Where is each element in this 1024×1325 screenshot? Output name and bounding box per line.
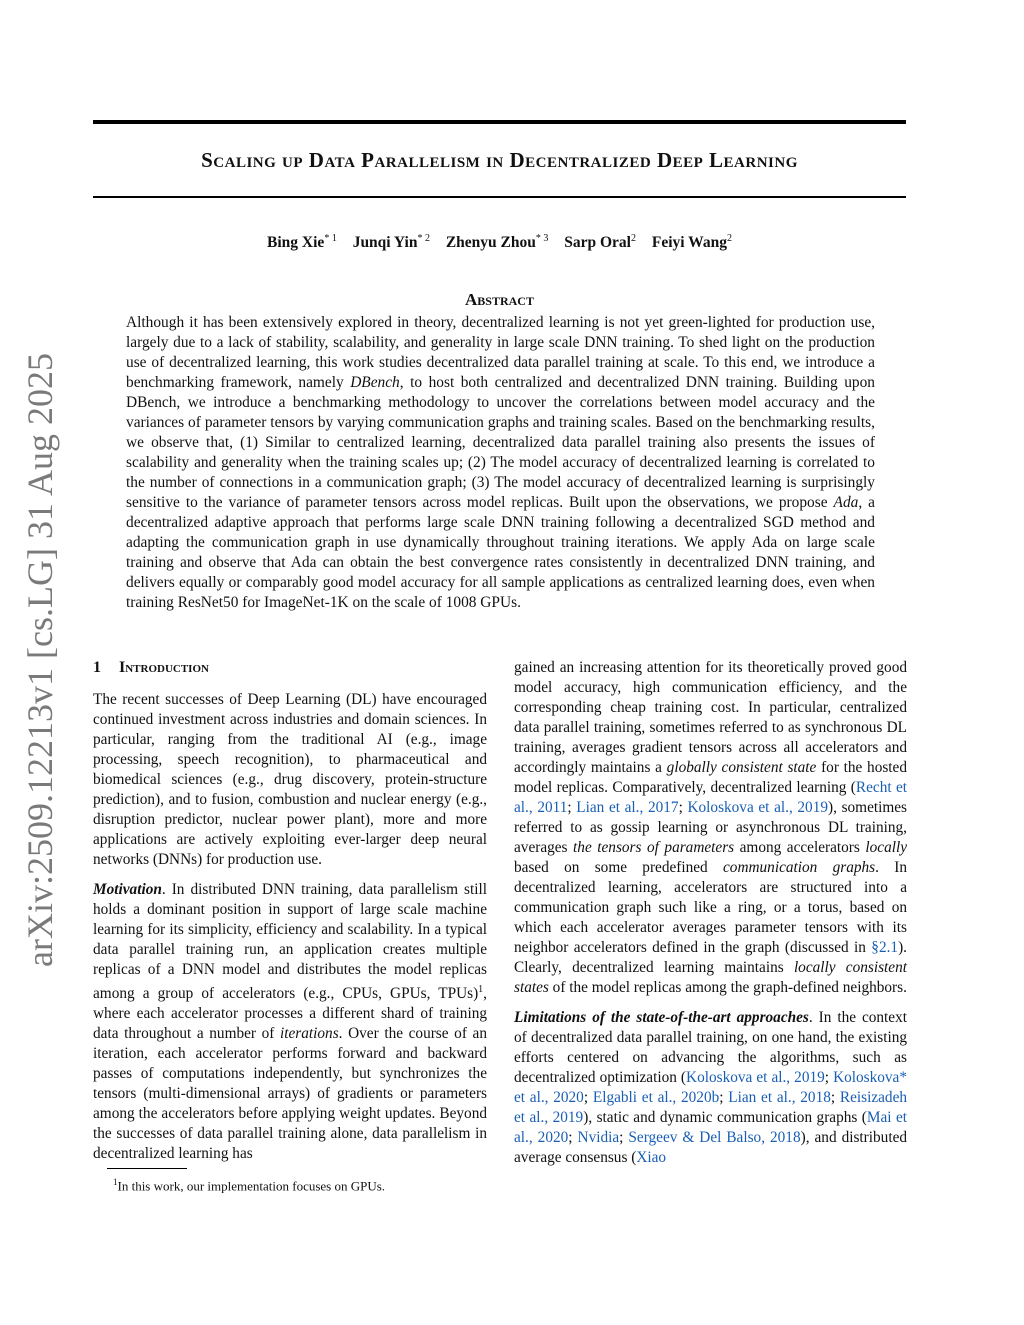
paper-title: Scaling up Data Parallelism in Decentralized Deep Learning — [201, 148, 798, 172]
intro-paragraph-1: The recent successes of Deep Learning (DL) have encouraged continued investment across industries and domain sciences. In particular, ranging from the traditional AI (e.g., image processing, speech recognition), to pharmaceutical and biomedical sciences (e.g., drug discovery, protein-structure prediction), and to fusion, combustion and nuclear energy (e.g., disruption predictor, nuclear power plant), more and more applications are actively exploiting ever-larger deep neural networks (DNNs) for production use. — [93, 691, 487, 868]
citation-link[interactable]: Koloskova et al., 2019 — [686, 1069, 825, 1086]
arxiv-id: arXiv:2509.12213v1 [cs.LG] 31 Aug 2025 — [20, 353, 60, 967]
citation-link[interactable]: Sergeev & Del Balso, 2018 — [628, 1129, 801, 1146]
author: Bing Xie$^{* 1}$ — [267, 233, 337, 252]
right-column — [514, 658, 907, 1178]
citation-link[interactable]: Mai et al., 2020 — [514, 1109, 907, 1146]
author: Junqi Yin$^{* 2}$ — [352, 233, 430, 252]
author: Sarp Oral$^2$ — [564, 233, 636, 252]
abstract-body: Although it has been extensively explored in theory, decentralized learning is not yet green-lighted for production use, largely due to a lack of stability, scalability, and generality in large scale DNN training. To shed light on the production use of decentralized learning, this work studies decentralized data parallel training at scale. To this end, we introduce a benchmarking framework, namely DBench, to host both centralized and decentralized DNN training. Building upon DBench, we introduce a benchmarking methodology to uncover the correlations between model accuracy and the variances of parameter tensors by varying communication graphs and training scales. Based on the benchmarking results, we observe that, (1) Similar to centralized learning, decentralized data parallel training also presents the issues of scalability and generality when the training scales up; (2) The model accuracy of decentralized learning is correlated to the number of connections in a communication graph; (3) The model accuracy of decentralized learning is surprisingly sensitive to the variance of parameter tensors across model replicas. Built upon the observations, we propose Ada, a decentralized adaptive approach that performs large scale DNN training following a decentralized SGD method and adapting the communication graph in use dynamically throughout training iterations. We apply Ada on large scale training and observe that Ada can obtain the best convergence rates consistently in decentralized DNN training, and delivers equally or comparably good model accuracy for all sample applications as centralized learning does, even when training ResNet50 for ImageNet-1K on the scale of 1008 GPUs. — [126, 314, 875, 611]
footnote-rule — [107, 1168, 187, 1169]
left-column — [93, 656, 487, 1174]
author: Zhenyu Zhou$^{* 3}$ — [445, 233, 549, 252]
citation-link[interactable]: Nvidia — [577, 1129, 620, 1146]
citation-link[interactable]: Elgabli et al., 2020b — [592, 1089, 720, 1106]
title-rule-bottom — [93, 196, 906, 198]
footnote-mark[interactable]: 1 — [478, 984, 484, 995]
abstract-heading: Abstract — [465, 290, 534, 309]
motivation-paragraph: Motivation. In distributed DNN training, data parallelism still holds a dominant position in support of large scale machine learning for its simplicity, efficiency and scalability. In a typical data parallel training run, an application creates multiple replicas of a DNN model and distributes the model replicas among a group of accelerators (e.g., CPUs, GPUs, TPUs)$^1$, where each accelerator processes a different shard of training data throughout a number of iterations. Over the course of an iteration, each accelerator performs forward and backward passes of computations independently, but synchronizes the tensors (multi-dimensional arrays) of gradients or parameters among the accelerators before applying weight updates. Beyond the successes of data parallel training alone, data parallelism in decentralized learning has — [93, 881, 487, 1163]
citation-link[interactable]: Lian et al., 2017 — [576, 799, 679, 816]
limitations-paragraph: Limitations of the state-of-the-art approaches. In the context of decentralized data parallel training, on one hand, the existing efforts centered on advancing the algorithms, such as decentralized optimization (Koloskova et al., 2019; Koloskova* et al., 2020; Elgabli et al., 2020b; Lian et al., 2018; Reisizadeh et al., 2019), static and dynamic communication graphs (Mai et al., 2020; Nvidia; Sergeev & Del Balso, 2018), and distributed average consensus (Xiao — [514, 1009, 908, 1166]
section-heading: 1 Introduction — [93, 659, 209, 676]
citation-link[interactable]: Koloskova et al., 2019 — [687, 799, 829, 816]
author: Feiyi Wang$^2$ — [651, 233, 732, 252]
citation-link[interactable]: Koloskova* et al., 2020 — [514, 1069, 907, 1106]
citation-link[interactable]: Lian et al., 2018 — [728, 1089, 831, 1106]
title-rule-top — [93, 120, 906, 124]
citation-link[interactable]: Recht et al., 2011 — [514, 779, 907, 816]
citation-link[interactable]: Xiao — [636, 1149, 667, 1166]
author-list — [93, 233, 906, 252]
intro-continued-paragraph: gained an increasing attention for its theoretically proved good model accuracy, high communication efficiency, and the corresponding cheap training cost. In particular, centralized data parallel training, sometimes referred to as synchronous DL training, averages gradient tensors across all accelerators and accordingly maintains a globally consistent state for the hosted model replicas. Comparatively, decentralized learning (Recht et al., 2011; Lian et al., 2017; Koloskova et al., 2019), sometimes referred to as gossip learning or asynchronous DL training, averages the tensors of parameters among accelerators locally based on some predefined communication graphs. In decentralized learning, accelerators are structured into a communication graph such like a ring, or a torus, based on which each accelerator averages parameter tensors with its neighbor accelerators defined in the graph (discussed in §2.1). Clearly, decentralized learning maintains locally consistent states of the model replicas among the graph-defined neighbors. — [514, 659, 908, 996]
footnote: $^1$In this work, our implementation focuses on GPUs. — [113, 1177, 386, 1194]
section-link[interactable]: §2.1 — [871, 939, 899, 956]
citation-link[interactable]: Reisizadeh et al., 2019 — [514, 1089, 908, 1126]
